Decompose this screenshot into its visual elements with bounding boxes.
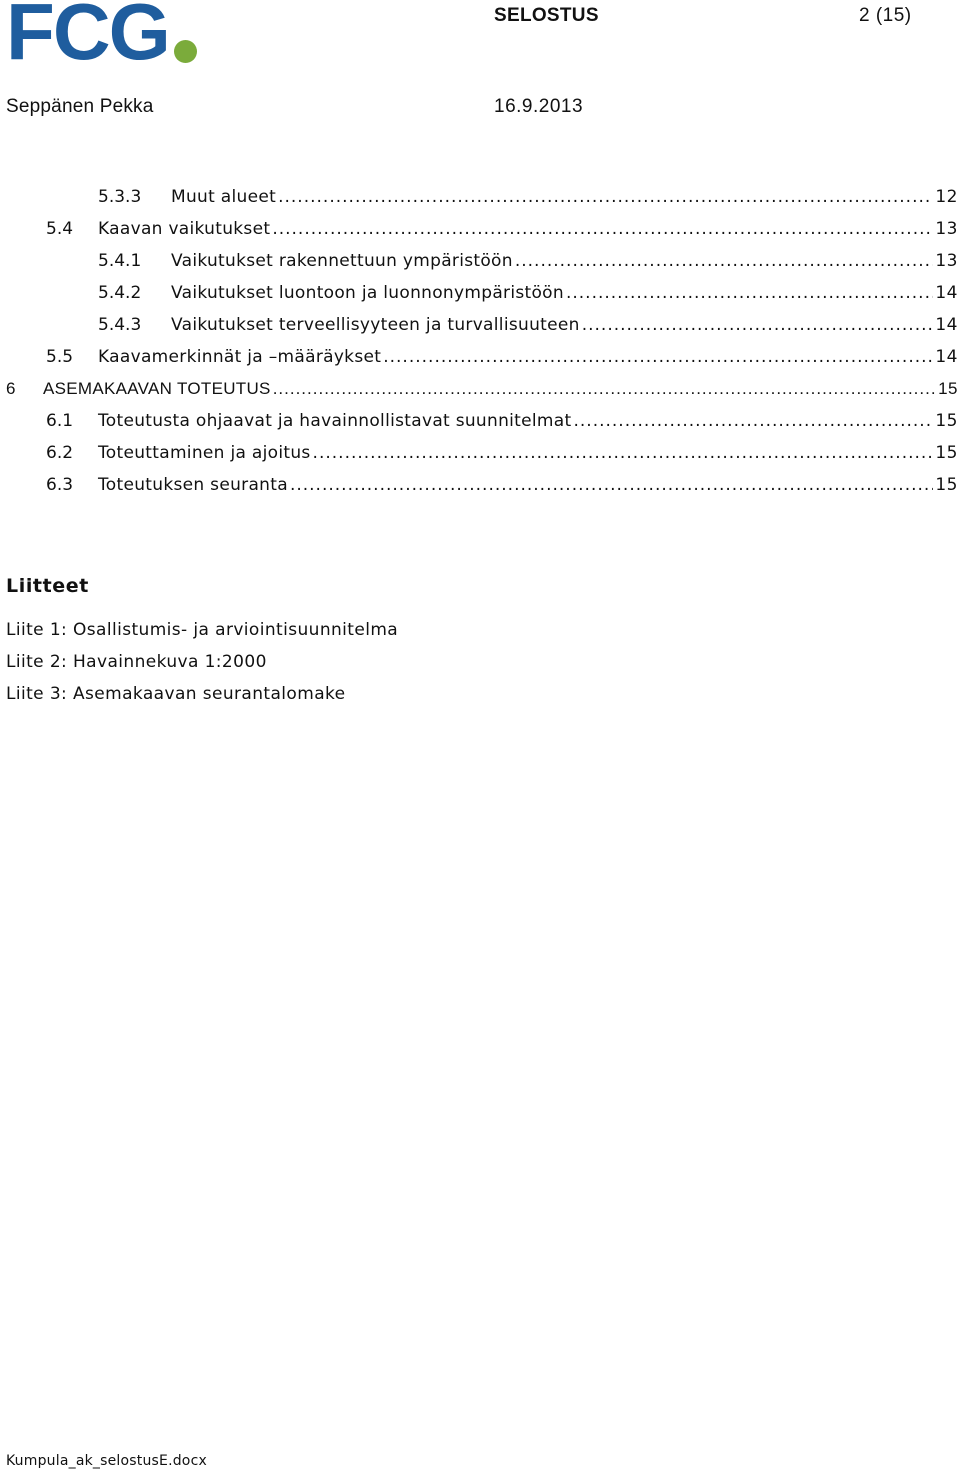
document-date: 16.9.2013 — [494, 96, 584, 117]
toc-entry-page: 15 — [935, 475, 958, 495]
toc-entry-title: Kaavamerkinnät ja –määräykset — [98, 347, 382, 367]
toc-entry-page: 15 — [935, 443, 958, 463]
toc-dot-leader — [383, 347, 933, 367]
toc-entry-title: Toteutusta ohjaavat ja havainnollistavat suunnitelmat — [98, 411, 572, 431]
toc-dot-leader — [582, 315, 934, 335]
toc-entry-page: 15 — [938, 379, 958, 398]
document-type: SELOSTUS — [494, 5, 599, 26]
attachment-item: Liite 1: Osallistumis- ja arviointisuunnitelma — [6, 620, 399, 640]
toc-entry-page: 12 — [935, 187, 958, 207]
toc-dot-leader — [313, 443, 934, 463]
toc-dot-leader — [515, 251, 934, 271]
attachment-item: Liite 2: Havainnekuva 1:2000 — [6, 652, 267, 672]
toc-entry-page: 14 — [935, 347, 958, 367]
toc-dot-leader — [290, 475, 933, 495]
toc-entry-title: Vaikutukset terveellisyyteen ja turvallisuuteen — [171, 315, 580, 335]
toc-entry[interactable] — [0, 473, 960, 505]
toc-dot-leader — [272, 219, 933, 239]
toc-entry-number: 5.4.1 — [98, 251, 142, 271]
toc-entry-title: Kaavan vaikutukset — [98, 219, 271, 239]
toc-entry-title: Toteuttaminen ja ajoitus — [98, 443, 311, 463]
toc-entry[interactable] — [0, 345, 960, 377]
attachments-heading: Liitteet — [6, 575, 89, 597]
toc-entry-number: 6.3 — [46, 475, 74, 495]
toc-entry-number: 5.3.3 — [98, 187, 142, 207]
toc-entry-number: 5.4.3 — [98, 315, 142, 335]
footer-filename: Kumpula_ak_selostusE.docx — [6, 1453, 207, 1469]
table-of-contents — [0, 185, 960, 505]
toc-entry-number: 6.1 — [46, 411, 74, 431]
toc-entry-number: 5.5 — [46, 347, 74, 367]
toc-dot-leader — [566, 283, 933, 303]
page-number: 2 (15) — [859, 5, 912, 26]
toc-entry[interactable] — [0, 313, 960, 345]
toc-entry-number: 5.4 — [46, 219, 74, 239]
logo-wordmark: FCG — [6, 0, 169, 76]
fcg-logo — [6, 0, 196, 76]
toc-entry-title: Toteutuksen seuranta — [98, 475, 288, 495]
toc-entry[interactable] — [0, 249, 960, 281]
toc-entry-number: 6 — [6, 379, 16, 398]
toc-entry-title: Muut alueet — [171, 187, 277, 207]
toc-entry[interactable] — [0, 281, 960, 313]
toc-entry-page: 14 — [935, 315, 958, 335]
toc-entry-page: 15 — [935, 411, 958, 431]
logo-green-dot — [174, 40, 197, 63]
toc-entry[interactable] — [0, 441, 960, 473]
toc-entry-page: 13 — [935, 219, 958, 239]
toc-dot-leader — [273, 379, 936, 399]
toc-entry-page: 13 — [935, 251, 958, 271]
attachment-item: Liite 3: Asemakaavan seurantalomake — [6, 684, 346, 704]
toc-entry-title: Vaikutukset luontoon ja luonnonympäristöön — [171, 283, 564, 303]
toc-entry[interactable] — [0, 217, 960, 249]
toc-entry-title: ASEMAKAAVAN TOTEUTUS — [43, 379, 271, 398]
author-name: Seppänen Pekka — [6, 96, 154, 117]
toc-entry[interactable] — [0, 377, 960, 409]
toc-entry[interactable] — [0, 185, 960, 217]
toc-entry-number: 6.2 — [46, 443, 74, 463]
toc-entry[interactable] — [0, 409, 960, 441]
toc-dot-leader — [278, 187, 933, 207]
toc-entry-number: 5.4.2 — [98, 283, 142, 303]
toc-entry-title: Vaikutukset rakennettuun ympäristöön — [171, 251, 513, 271]
toc-dot-leader — [573, 411, 933, 431]
toc-entry-page: 14 — [935, 283, 958, 303]
